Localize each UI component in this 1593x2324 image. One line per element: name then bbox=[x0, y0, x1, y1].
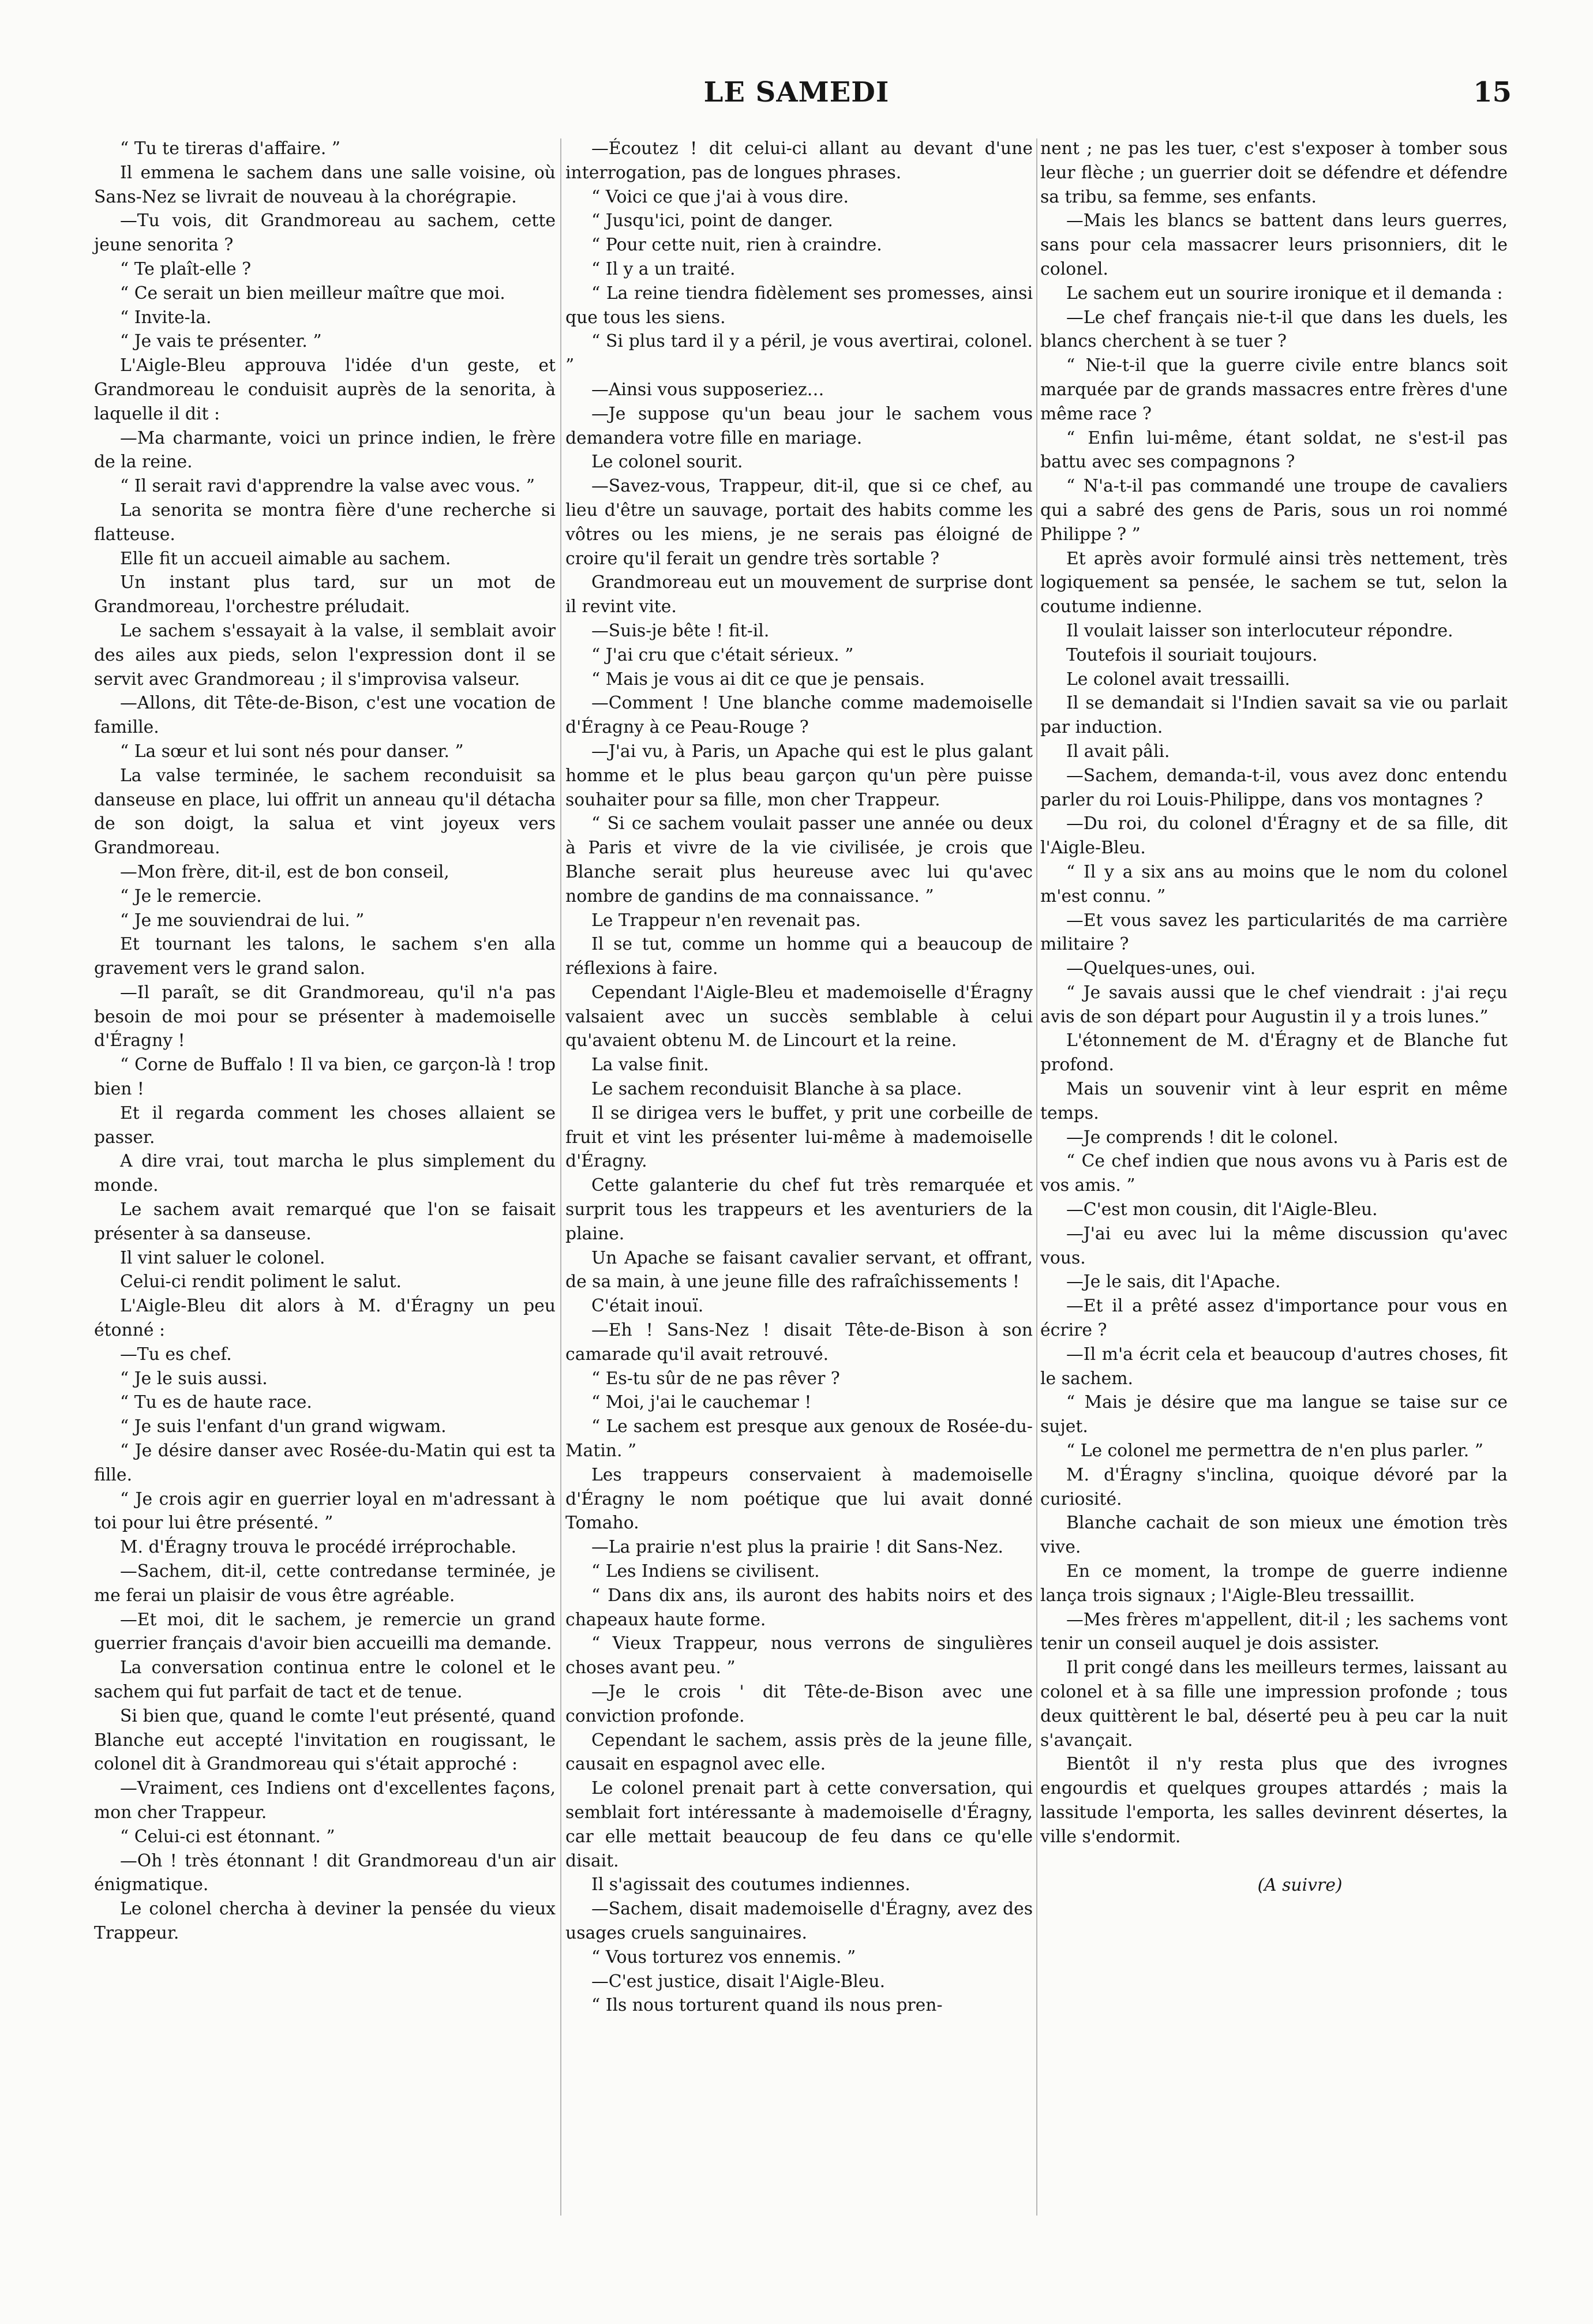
paragraph: “ Si plus tard il y a péril, je vous avertirai, colonel. ” bbox=[565, 331, 1033, 376]
paragraph: Il vint saluer le colonel. bbox=[120, 1247, 325, 1268]
paragraph: La valse terminée, le sachem reconduisit sa danseuse en place, lui offrit un anneau qu'il détacha de son doigt, la salua et vint joyeux vers Grandmoreau. bbox=[94, 765, 556, 859]
paragraph: —Allons, dit Tête-de-Bison, c'est une vocation de famille. bbox=[94, 693, 556, 738]
paragraph: —Tu es chef. bbox=[120, 1344, 232, 1365]
paragraph: “ Je savais aussi que le chef viendrait : j'ai reçu avis de son départ pour Augustin il y a trois lunes.” bbox=[1040, 982, 1508, 1027]
paragraph: —La prairie n'est plus la prairie ! dit Sans-Nez. bbox=[591, 1537, 1003, 1558]
paragraph: —Le chef français nie-t-il que dans les duels, les blancs cherchent à se tuer ? bbox=[1040, 307, 1508, 352]
paragraph: —Quelques-unes, oui. bbox=[1066, 958, 1256, 979]
paragraph: “ J'ai cru que c'était sérieux. ” bbox=[591, 644, 854, 665]
paragraph: L'Aigle-Bleu approuva l'idée d'un geste, et Grandmoreau le conduisit auprès de la senorita, à laquelle il dit : bbox=[94, 355, 556, 424]
paragraph: “ Il y a un traité. bbox=[591, 258, 736, 279]
paragraph: “ Invite-la. bbox=[120, 307, 212, 328]
paragraph: —Mes frères m'appellent, dit-il ; les sachems vont tenir un conseil auquel je dois assister. bbox=[1040, 1609, 1508, 1654]
paragraph: “ La reine tiendra fidèlement ses promesses, ainsi que tous les siens. bbox=[565, 283, 1033, 328]
paragraph: “ Il serait ravi d'apprendre la valse avec vous. ” bbox=[120, 476, 535, 497]
paragraph: —Je suppose qu'un beau jour le sachem vous demandera votre fille en mariage. bbox=[565, 403, 1033, 448]
paragraph: Il se demandait si l'Indien savait sa vie ou parlait par induction. bbox=[1040, 693, 1508, 738]
paragraph: “ Mais je vous ai dit ce que je pensais. bbox=[591, 669, 925, 689]
paragraph: Il voulait laisser son interlocuteur répondre. bbox=[1066, 620, 1453, 641]
paragraph: “ Mais je désire que ma langue se taise sur ce sujet. bbox=[1040, 1392, 1508, 1437]
paragraph: —Vraiment, ces Indiens ont d'excellentes façons, mon cher Trappeur. bbox=[94, 1778, 556, 1823]
paragraph: —Et moi, dit le sachem, je remercie un grand guerrier français d'avoir bien accueilli ma demande. bbox=[94, 1609, 556, 1654]
paragraph: “ Nie-t-il que la guerre civile entre blancs soit marquée par de grands massacres entre frères d'une même race ? bbox=[1040, 355, 1508, 424]
running-title: LE SAMEDI bbox=[703, 76, 890, 108]
paragraph: —J'ai vu, à Paris, un Apache qui est le plus galant homme et le plus beau garçon qu'un père puisse souhaiter pour sa fille, mon cher Trappeur. bbox=[565, 741, 1033, 810]
paragraph: M. d'Éragny trouva le procédé irréprochable. bbox=[120, 1537, 517, 1558]
paragraph: “ Corne de Buffalo ! Il va bien, ce garçon-là ! trop bien ! bbox=[94, 1055, 556, 1100]
paragraph: Un Apache se faisant cavalier servant, et offrant, de sa main, à une jeune fille des rafraîchissements ! bbox=[565, 1247, 1033, 1292]
paragraph: “ Vieux Trappeur, nous verrons de singulières choses avant peu. ” bbox=[565, 1633, 1033, 1678]
paragraph: “ Je crois agir en guerrier loyal en m'adressant à toi pour lui être présenté. ” bbox=[94, 1489, 556, 1534]
paragraph: —C'est justice, disait l'Aigle-Bleu. bbox=[591, 1971, 886, 1992]
paragraph: La conversation continua entre le colonel et le sachem qui fut parfait de tact et de tenue. bbox=[94, 1658, 556, 1702]
paragraph: Et tournant les talons, le sachem s'en alla gravement vers le grand salon. bbox=[94, 934, 556, 979]
paragraph: La senorita se montra fière d'une recherche si flatteuse. bbox=[94, 500, 556, 545]
paragraph: “ Si ce sachem voulait passer une année ou deux à Paris et vivre de la vie civilisée, je crois que Blanche serait plus heureuse avec lui qu'avec nombre de gandins de ma connaissance. ” bbox=[565, 814, 1033, 906]
paragraph: “ Vous torturez vos ennemis. ” bbox=[591, 1947, 856, 1967]
paragraph: “ Celui-ci est étonnant. ” bbox=[120, 1826, 335, 1847]
paragraph: “ Te plaît-elle ? bbox=[120, 258, 252, 279]
paragraph: Le colonel prenait part à cette conversation, qui semblait fort intéressante à mademoiselle d'Éragny, car elle mettait beaucoup de feu dans ce qu'elle disait. bbox=[565, 1778, 1033, 1871]
paragraph: “ Dans dix ans, ils auront des habits noirs et des chapeaux haute forme. bbox=[565, 1585, 1033, 1630]
paragraph: —Écoutez ! dit celui-ci allant au devant d'une interrogation, pas de longues phrases. bbox=[565, 138, 1033, 183]
text-column-1 bbox=[94, 137, 556, 1946]
paragraph: Le Trappeur n'en revenait pas. bbox=[591, 910, 861, 931]
paragraph: “ Je le remercie. bbox=[120, 886, 262, 906]
paragraph: “ Ce chef indien que nous avons vu à Paris est de vos amis. ” bbox=[1040, 1151, 1508, 1196]
paragraph: —Comment ! Une blanche comme mademoiselle d'Éragny à ce Peau-Rouge ? bbox=[565, 693, 1033, 738]
paragraph: —J'ai eu avec lui la même discussion qu'avec vous. bbox=[1040, 1223, 1508, 1268]
paragraph: Celui-ci rendit poliment le salut. bbox=[120, 1272, 402, 1292]
text-column-3 bbox=[1040, 137, 1508, 1914]
page-number: 15 bbox=[1473, 76, 1512, 108]
paragraph: “ N'a-t-il pas commandé une troupe de cavaliers qui a sabré des gens de Paris, sous un roi nommé Philippe ? ” bbox=[1040, 476, 1508, 545]
paragraph: Le sachem avait remarqué que l'on se faisait présenter à sa danseuse. bbox=[94, 1200, 556, 1244]
paragraph: Elle fit un accueil aimable au sachem. bbox=[120, 548, 451, 569]
paragraph: Le colonel avait tressailli. bbox=[1066, 669, 1290, 689]
paragraph: Le colonel sourit. bbox=[591, 452, 743, 473]
paragraph: “ Le sachem est presque aux genoux de Rosée-du-Matin. ” bbox=[565, 1416, 1033, 1461]
paragraph: —Il paraît, se dit Grandmoreau, qu'il n'a pas besoin de moi pour se présenter à mademoiselle d'Éragny ! bbox=[94, 982, 556, 1051]
paragraph: “ Les Indiens se civilisent. bbox=[591, 1561, 820, 1582]
paragraph: “ Jusqu'ici, point de danger. bbox=[591, 211, 833, 231]
paragraph: Cependant l'Aigle-Bleu et mademoiselle d'Éragny valsaient avec un succès semblable à celui qu'avaient obtenu M. de Lincourt et la reine. bbox=[565, 982, 1033, 1051]
paragraph: Cette galanterie du chef fut très remarquée et surprit tous les trappeurs et les aventuriers de la plaine. bbox=[565, 1175, 1033, 1244]
paragraph: A dire vrai, tout marcha le plus simplement du monde. bbox=[94, 1151, 556, 1196]
text-column-2 bbox=[565, 137, 1033, 2018]
paragraph: Le colonel chercha à deviner la pensée du vieux Trappeur. bbox=[94, 1899, 556, 1943]
to-be-continued-note: (A suivre) bbox=[1257, 1875, 1343, 1895]
paragraph: Et il regarda comment les choses allaient se passer. bbox=[94, 1103, 556, 1148]
paragraph: —Sachem, dit-il, cette contredanse terminée, je me ferai un plaisir de vous être agréable. bbox=[94, 1561, 556, 1606]
paragraph: —Je comprends ! dit le colonel. bbox=[1066, 1127, 1339, 1148]
paragraph: En ce moment, la trompe de guerre indienne lança trois signaux ; l'Aigle-Bleu tressaillit. bbox=[1040, 1561, 1508, 1606]
paragraph: Mais un souvenir vint à leur esprit en même temps. bbox=[1040, 1079, 1508, 1123]
paragraph: Blanche cachait de son mieux une émotion très vive. bbox=[1040, 1513, 1508, 1558]
paragraph: “ Je le suis aussi. bbox=[120, 1368, 268, 1389]
paragraph: Il prit congé dans les meilleurs termes, laissant au colonel et à sa fille une impression profonde ; tous deux quittèrent le bal, déserté peu à peu car la nuit s'avançait. bbox=[1040, 1658, 1508, 1751]
paragraph: Et après avoir formulé ainsi très nettement, très logiquement sa pensée, le sachem se tut, selon la coutume indienne. bbox=[1040, 548, 1508, 617]
paragraph: —Et vous savez les particularités de ma carrière militaire ? bbox=[1040, 910, 1508, 955]
paragraph: Il se dirigea vers le buffet, y prit une corbeille de fruit et vint les présenter lui-même à mademoiselle d'Éragny. bbox=[565, 1103, 1033, 1172]
paragraph: “ Le colonel me permettra de n'en plus parler. ” bbox=[1066, 1441, 1483, 1461]
paragraph: Il avait pâli. bbox=[1066, 741, 1170, 762]
paragraph: “ Je vais te présenter. ” bbox=[120, 331, 322, 352]
paragraph: “ Moi, j'ai le cauchemar ! bbox=[591, 1392, 812, 1413]
paragraph: “ Tu es de haute race. bbox=[120, 1392, 312, 1413]
paragraph: “ Es-tu sûr de ne pas rêver ? bbox=[591, 1368, 840, 1389]
paragraph: “ Je suis l'enfant d'un grand wigwam. bbox=[120, 1416, 447, 1437]
paragraph: Le sachem eut un sourire ironique et il demanda : bbox=[1066, 283, 1503, 303]
paragraph: —Du roi, du colonel d'Éragny et de sa fille, dit l'Aigle-Bleu. bbox=[1040, 814, 1508, 859]
paragraph: Un instant plus tard, sur un mot de Grandmoreau, l'orchestre préludait. bbox=[94, 572, 556, 617]
paragraph: “ Voici ce que j'ai à vous dire. bbox=[591, 186, 849, 207]
paragraph: Il se tut, comme un homme qui a beaucoup de réflexions à faire. bbox=[565, 934, 1033, 979]
paragraph: Cependant le sachem, assis près de la jeune fille, causait en espagnol avec elle. bbox=[565, 1730, 1033, 1775]
paragraph: —Je le crois ' dit Tête-de-Bison avec une conviction profonde. bbox=[565, 1682, 1033, 1726]
paragraph: L'étonnement de M. d'Éragny et de Blanche fut profond. bbox=[1040, 1030, 1508, 1075]
paragraph: —Suis-je bête ! fit-il. bbox=[591, 620, 770, 641]
column-rule bbox=[560, 138, 561, 2216]
paragraph: Le sachem reconduisit Blanche à sa place. bbox=[591, 1079, 962, 1100]
paragraph: Il emmena le sachem dans une salle voisine, où Sans-Nez se livrait de nouveau à la chorégrapie. bbox=[94, 162, 556, 207]
paragraph: La valse finit. bbox=[591, 1055, 709, 1075]
column-rule bbox=[1036, 138, 1037, 2216]
paragraph: —Et il a prêté assez d'importance pour vous en écrire ? bbox=[1040, 1296, 1508, 1341]
paragraph: “ Je désire danser avec Rosée-du-Matin qui est ta fille. bbox=[94, 1441, 556, 1485]
paragraph: “ Ils nous torturent quand ils nous pren- bbox=[591, 1995, 943, 2016]
paragraph: —Eh ! Sans-Nez ! disait Tête-de-Bison à son camarade qu'il avait retrouvé. bbox=[565, 1320, 1033, 1365]
paragraph: —Il m'a écrit cela et beaucoup d'autres choses, fit le sachem. bbox=[1040, 1344, 1508, 1389]
paragraph: —Tu vois, dit Grandmoreau au sachem, cette jeune senorita ? bbox=[94, 211, 556, 256]
paragraph: —Mon frère, dit-il, est de bon conseil, bbox=[120, 861, 449, 882]
paragraph: L'Aigle-Bleu dit alors à M. d'Éragny un peu étonné : bbox=[94, 1296, 556, 1341]
paragraph: —Ainsi vous supposeriez… bbox=[591, 379, 824, 400]
paragraph: “ Je me souviendrai de lui. ” bbox=[120, 910, 365, 931]
paragraph: Si bien que, quand le comte l'eut présenté, quand Blanche eut accepté l'invitation en rougissant, le colonel dit à Grandmoreau qui s'était approché : bbox=[94, 1705, 556, 1775]
paragraph: —Sachem, disait mademoiselle d'Éragny, avez des usages cruels sanguinaires. bbox=[565, 1899, 1033, 1943]
paragraph: “ Ce serait un bien meilleur maître que moi. bbox=[120, 283, 505, 303]
paragraph: —Oh ! très étonnant ! dit Grandmoreau d'un air énigmatique. bbox=[94, 1850, 556, 1895]
paragraph: —Sachem, demanda-t-il, vous avez donc entendu parler du roi Louis-Philippe, dans vos montagnes ? bbox=[1040, 765, 1508, 810]
paragraph: Grandmoreau eut un mouvement de surprise dont il revint vite. bbox=[565, 572, 1033, 617]
paragraph: —C'est mon cousin, dit l'Aigle-Bleu. bbox=[1066, 1200, 1378, 1220]
paragraph: “ Tu te tireras d'affaire. ” bbox=[120, 138, 341, 159]
paragraph: M. d'Éragny s'inclina, quoique dévoré par la curiosité. bbox=[1040, 1464, 1508, 1509]
paragraph: —Je le sais, dit l'Apache. bbox=[1066, 1272, 1281, 1292]
paragraph: “ Pour cette nuit, rien à craindre. bbox=[591, 235, 882, 256]
paragraph: nent ; ne pas les tuer, c'est s'exposer à tomber sous leur flèche ; un guerrier doit se défendre et défendre sa tribu, sa femme, ses enfants. bbox=[1040, 138, 1508, 207]
paragraph: Il s'agissait des coutumes indiennes. bbox=[591, 1875, 910, 1895]
page-header bbox=[0, 0, 1593, 133]
paragraph: Bientôt il n'y resta plus que des ivrognes engourdis et quelques groupes attardés ; mais la lassitude l'emporta, les salles devinrent désertes, la ville s'endormit. bbox=[1040, 1754, 1508, 1847]
paragraph: —Ma charmante, voici un prince indien, le frère de la reine. bbox=[94, 428, 556, 473]
paragraph: Le sachem s'essayait à la valse, il semblait avoir des ailes aux pieds, selon l'expression dont il se servit avec Grandmoreau ; il s'improvisa valseur. bbox=[94, 620, 556, 689]
paragraph: —Mais les blancs se battent dans leurs guerres, sans pour cela massacrer leurs prisonniers, dit le colonel. bbox=[1040, 211, 1508, 279]
paragraph: Toutefois il souriait toujours. bbox=[1066, 644, 1318, 665]
paragraph: Les trappeurs conservaient à mademoiselle d'Éragny le nom poétique que lui avait donné Tomaho. bbox=[565, 1464, 1033, 1534]
paragraph: “ Il y a six ans au moins que le nom du colonel m'est connu. ” bbox=[1040, 861, 1508, 906]
paragraph: “ Enfin lui-même, étant soldat, ne s'est-il pas battu avec ses compagnons ? bbox=[1040, 428, 1508, 473]
paragraph: —Savez-vous, Trappeur, dit-il, que si ce chef, au lieu d'être un sauvage, portait des habits comme les vôtres ou les miens, je ne serais pas éloigné de croire qu'il ferait un gendre très sortable ? bbox=[565, 476, 1033, 569]
paragraph: “ La sœur et lui sont nés pour danser. ” bbox=[120, 741, 464, 762]
paragraph: C'était inouï. bbox=[591, 1296, 704, 1317]
